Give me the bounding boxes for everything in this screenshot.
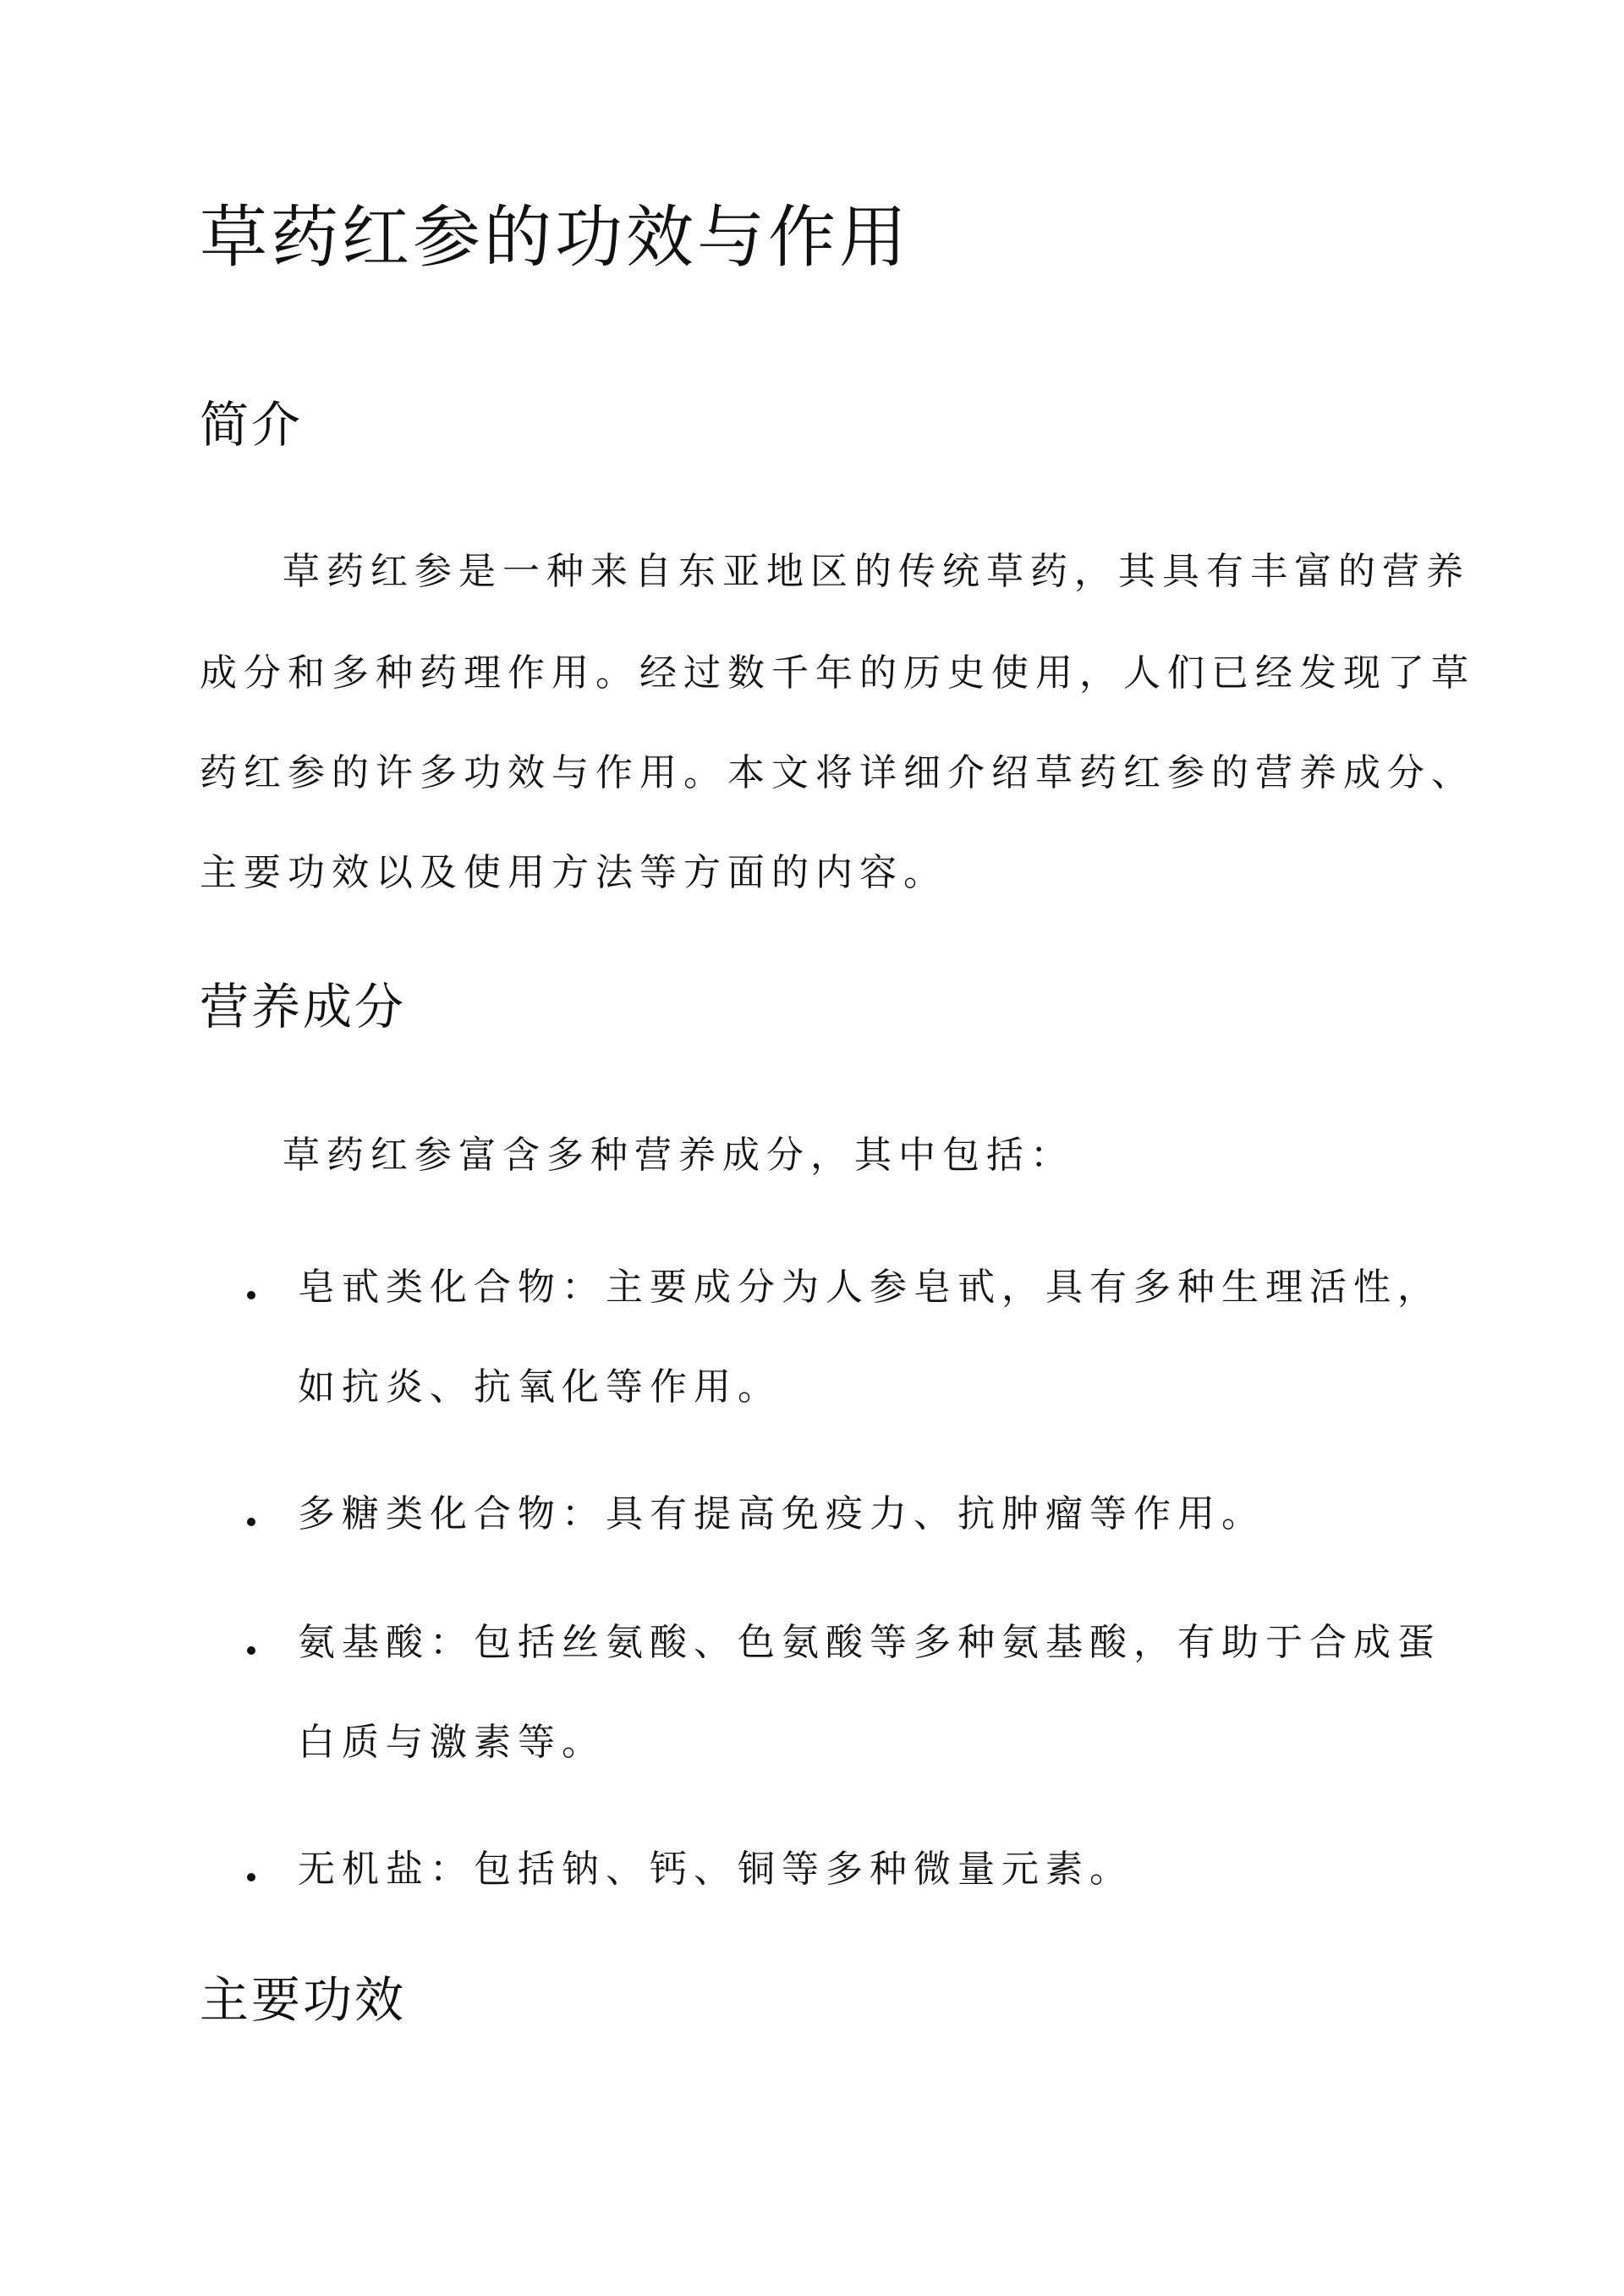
intro-heading: 简介	[200, 396, 304, 453]
bullet-icon	[247, 1518, 255, 1526]
intro-paragraph-line: 主要功效以及使用方法等方面的内容。	[200, 851, 947, 894]
document-title: 草药红参的功效与作用	[200, 198, 910, 277]
intro-paragraph-line: 成分和多种药理作用。经过数千年的历史使用，人们已经发现了草	[200, 651, 1475, 695]
list-item-text: 皂甙类化合物：主要成分为人参皂甙，具有多种生理活性，	[298, 1266, 1441, 1309]
nutrition-heading: 营养成分	[200, 978, 407, 1035]
intro-paragraph-line: 草药红参是一种来自东亚地区的传统草药，其具有丰富的营养	[283, 550, 1470, 593]
bullet-icon	[247, 1646, 255, 1655]
list-item-text: 白质与激素等。	[298, 1721, 606, 1764]
intro-paragraph-line: 药红参的许多功效与作用。本文将详细介绍草药红参的营养成分、	[200, 751, 1475, 794]
list-item-text: 氨基酸：包括丝氨酸、色氨酸等多种氨基酸，有助于合成蛋	[298, 1621, 1441, 1664]
list-item-text: 无机盐：包括钠、钙、铜等多种微量元素。	[298, 1848, 1133, 1891]
bullet-icon	[247, 1291, 255, 1299]
list-item-text: 多糖类化合物：具有提高免疫力、抗肿瘤等作用。	[298, 1492, 1265, 1535]
effects-heading: 主要功效	[200, 1971, 407, 2029]
list-item-text: 如抗炎、抗氧化等作用。	[298, 1365, 782, 1409]
nutrition-lead: 草药红参富含多种营养成分，其中包括：	[283, 1134, 1074, 1177]
bullet-icon	[247, 1873, 255, 1881]
